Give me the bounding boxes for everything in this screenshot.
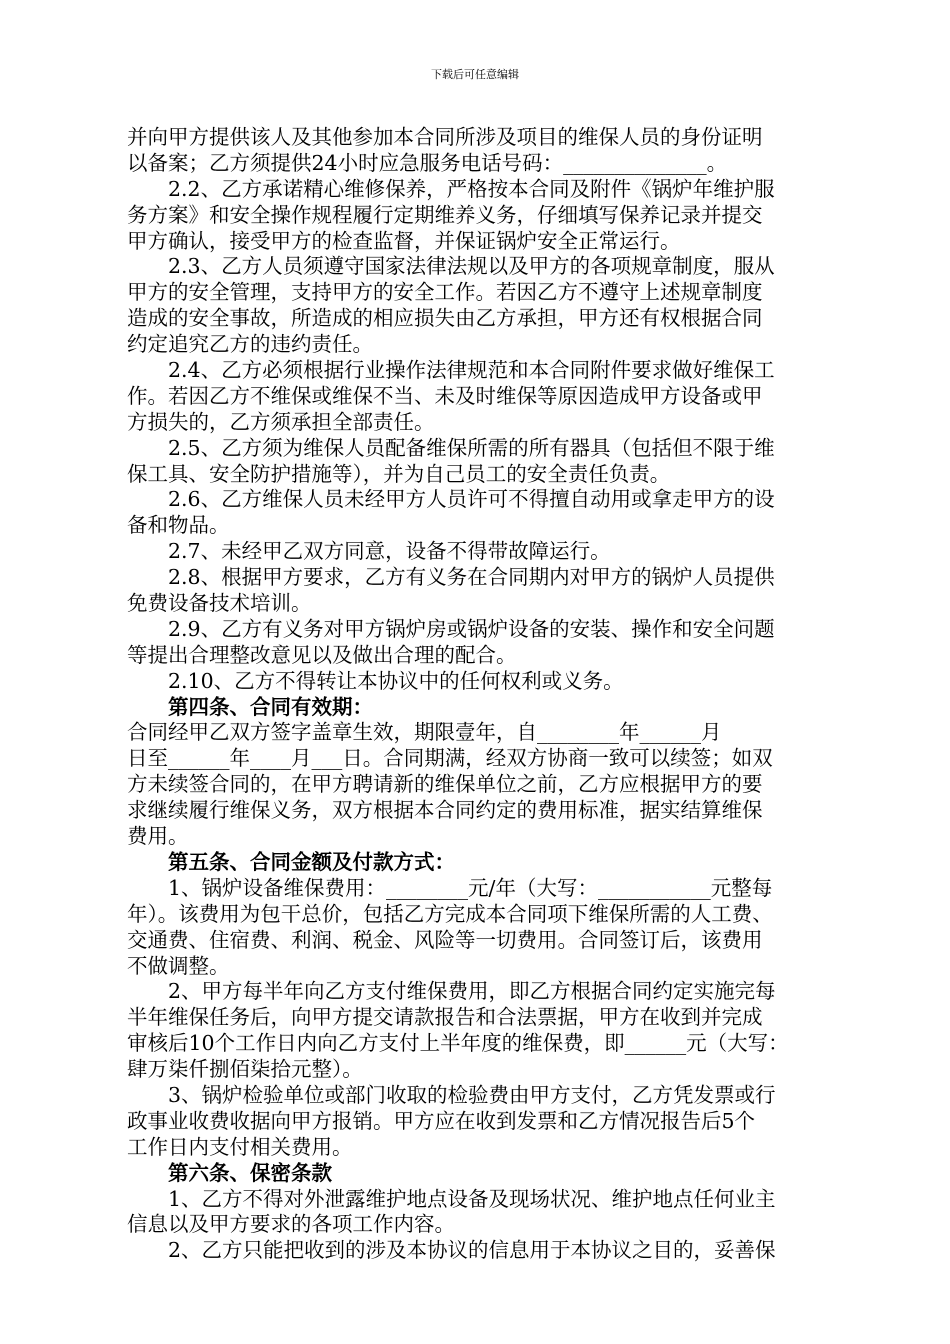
payment-item-2: 2、甲方每半年向乙方支付维保费用，即乙方根据合同约定实施完每	[168, 979, 776, 1004]
paragraph-line: 政事业收费收据向甲方报销。甲方应在收到发票和乙方情况报告后5个	[127, 1108, 756, 1133]
paragraph-line: 造成的安全事故，所造成的相应损失由乙方承担，甲方还有权根据合同	[127, 306, 763, 331]
paragraph-line: 信息以及甲方要求的各项工作内容。	[127, 1212, 455, 1237]
section-heading-5: 第五条、合同金额及付款方式：	[168, 849, 455, 874]
paragraph-line: 备和物品。	[127, 513, 230, 538]
paragraph-line: 方损失的，乙方须承担全部责任。	[127, 409, 435, 434]
clause-2-7: 2.7、未经甲乙双方同意，设备不得带故障运行。	[168, 539, 611, 564]
clause-2-4: 2.4、乙方必须根据行业操作法律规范和本合同附件要求做好维保工	[168, 358, 775, 383]
paragraph-line: 审核后10个工作日内向乙方支付上半年度的维保费，即______元（大写：	[127, 1031, 789, 1056]
paragraph-line: 日至______年____月___日。合同期满，经双方协商一致可以续签；如双	[127, 746, 773, 771]
clause-2-2: 2.2、乙方承诺精心维修保养，严格按本合同及附件《锅炉年维护服	[168, 176, 775, 201]
paragraph-line: 并向甲方提供该人及其他参加本合同所涉及项目的维保人员的身份证明	[127, 125, 763, 149]
clause-2-3: 2.3、乙方人员须遵守国家法律法规以及甲方的各项规章制度，服从	[168, 254, 775, 279]
clause-2-6: 2.6、乙方维保人员未经甲方人员许可不得擅自动用或拿走甲方的设	[168, 487, 775, 512]
payment-item-3: 3、锅炉检验单位或部门收取的检验费由甲方支付，乙方凭发票或行	[168, 1082, 776, 1107]
paragraph-line: 务方案》和安全操作规程履行定期维养义务，仔细填写保养记录并提交	[127, 202, 763, 227]
paragraph-line: 肆万柒仟捌佰柒拾元整）。	[127, 1057, 363, 1082]
paragraph-line: 免费设备技术培训。	[127, 591, 312, 616]
paragraph-line: 半年维保任务后，向甲方提交请款报告和合法票据，甲方在收到并完成	[127, 1005, 763, 1030]
paragraph-line: 甲方确认，接受甲方的检查监督，并保证锅炉安全正常运行。	[127, 228, 681, 253]
paragraph-line: 甲方的安全管理，支持甲方的安全工作。若因乙方不遵守上述规章制度	[127, 280, 763, 305]
paragraph-line: 不做调整。	[127, 953, 230, 978]
clause-2-9: 2.9、乙方有义务对甲方锅炉房或锅炉设备的安装、操作和安全问题	[168, 616, 775, 641]
paragraph-line: 合同经甲乙双方签字盖章生效，期限壹年，自________年______月	[127, 720, 722, 745]
paragraph-line: 年）。该费用为包干总价，包括乙方完成本合同项下维保所需的人工费、	[127, 901, 773, 926]
section-heading-4: 第四条、合同有效期：	[168, 694, 373, 719]
clause-2-8: 2.8、根据甲方要求，乙方有义务在合同期内对甲方的锅炉人员提供	[168, 565, 775, 590]
paragraph-line: 工作日内支付相关费用。	[127, 1134, 353, 1159]
paragraph-line: 方未续签合同的，在甲方聘请新的维保单位之前，乙方应根据甲方的要	[127, 772, 763, 797]
clause-2-10: 2.10、乙方不得转让本协议中的任何权利或义务。	[168, 668, 624, 693]
confidentiality-item-2: 2、乙方只能把收到的涉及本协议的信息用于本协议之目的，妥善保	[168, 1238, 776, 1263]
paragraph-line: 等提出合理整改意见以及做出合理的配合。	[127, 642, 517, 667]
clause-2-5: 2.5、乙方须为维保人员配备维保所需的所有器具（包括但不限于维	[168, 435, 775, 460]
paragraph-line: 作。若因乙方不维保或维保不当、未及时维保等原因造成甲方设备或甲	[127, 383, 763, 408]
confidentiality-item-1: 1、乙方不得对外泄露维护地点设备及现场状况、维护地点任何业主	[168, 1186, 776, 1211]
paragraph-line: 求继续履行维保义务，双方根据本合同约定的费用标准，据实结算维保	[127, 798, 763, 823]
document-body	[127, 125, 833, 1264]
paragraph-line: 以备案；乙方须提供24小时应急服务电话号码：______________。	[127, 150, 728, 175]
section-heading-6: 第六条、保密条款	[168, 1160, 332, 1185]
paragraph-line: 交通费、住宿费、利润、税金、风险等一切费用。合同签订后，该费用	[127, 927, 763, 952]
payment-item-1: 1、锅炉设备维保费用：________元/年（大写：___________元整每	[168, 875, 773, 900]
paragraph-line: 费用。	[127, 824, 189, 849]
paragraph-line: 保工具、安全防护措施等），并为自己员工的安全责任负责。	[127, 461, 671, 486]
paragraph-line: 约定追究乙方的违约责任。	[127, 332, 373, 357]
page-header: 下载后可任意编辑	[431, 68, 519, 81]
